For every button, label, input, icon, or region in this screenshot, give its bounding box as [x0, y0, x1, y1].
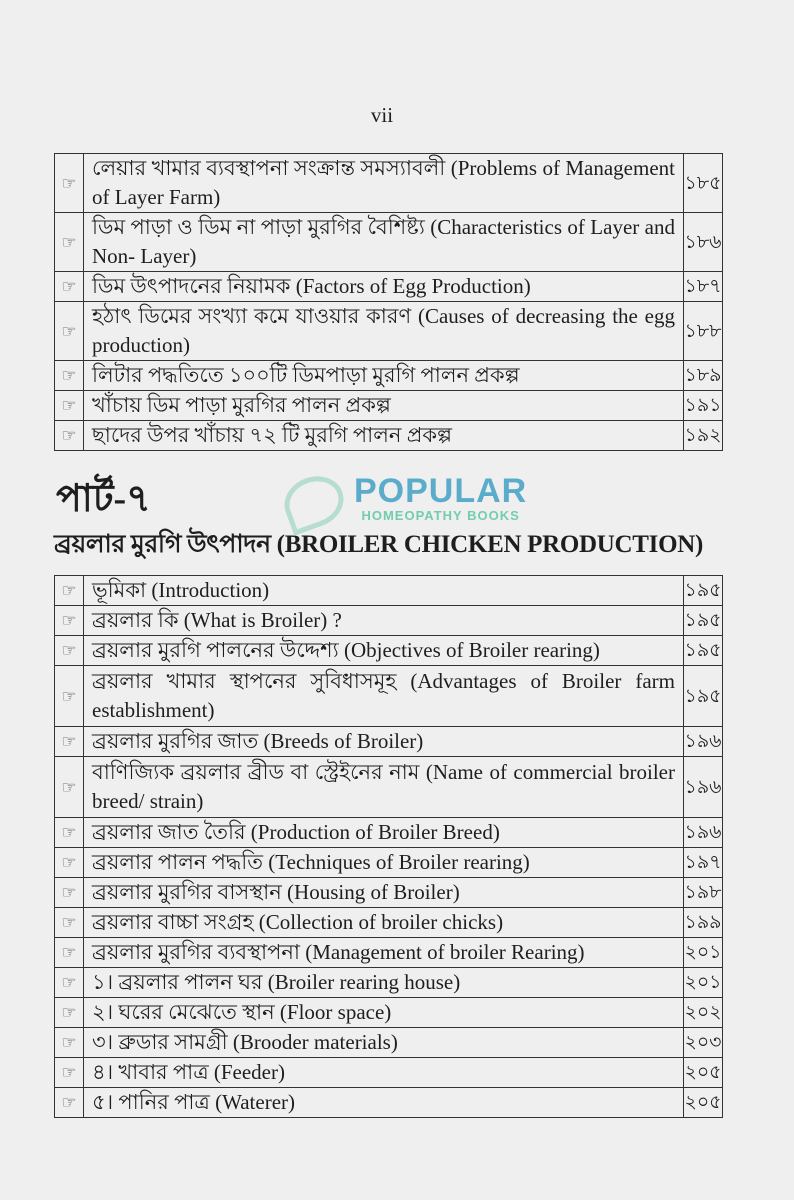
- toc-entry-title: ২। ঘরের মেঝেতে স্থান (Floor space): [84, 998, 684, 1028]
- toc-row: [55, 272, 723, 302]
- toc-row: [55, 968, 723, 998]
- toc-entry-page: ১৯২: [684, 421, 723, 451]
- watermark-title: POPULAR: [354, 472, 528, 510]
- toc-entry-title: লিটার পদ্ধতিতে ১০০টি ডিমপাড়া মুরগি পালন প্রকল্প: [84, 361, 684, 391]
- toc-entry-page: ১৮৯: [684, 361, 723, 391]
- toc-row: [55, 908, 723, 938]
- pointing-hand-icon: ☞: [55, 998, 84, 1028]
- toc-entry-page: ১৮৫: [684, 154, 723, 213]
- toc-entry-page: ১৯৭: [684, 848, 723, 878]
- watermark-leaf-icon: [277, 468, 350, 536]
- toc-row: [55, 848, 723, 878]
- toc-row: [55, 391, 723, 421]
- toc-entry-title: লেয়ার খামার ব্যবস্থাপনা সংক্রান্ত সমস্যাবলী (Problems of Management of Layer Farm): [84, 154, 684, 213]
- pointing-hand-icon: ☞: [55, 391, 84, 421]
- pointing-hand-icon: ☞: [55, 1028, 84, 1058]
- toc-entry-title: ব্রয়লার মুরগির বাসস্থান (Housing of Broiler): [84, 878, 684, 908]
- watermark: [354, 473, 527, 523]
- toc-entry-title: ৫। পানির পাত্র (Waterer): [84, 1088, 684, 1118]
- toc-table-layer: [54, 153, 723, 451]
- pointing-hand-icon: ☞: [55, 938, 84, 968]
- page-number: vii: [370, 103, 394, 127]
- toc-entry-title: হঠাৎ ডিমের সংখ্যা কমে যাওয়ার কারণ (Causes of decreasing the egg production): [84, 302, 684, 361]
- toc-row: [55, 818, 723, 848]
- toc-row: [55, 421, 723, 451]
- pointing-hand-icon: ☞: [55, 1088, 84, 1118]
- toc-row: [55, 727, 723, 757]
- toc-entry-page: ১৯৬: [684, 727, 723, 757]
- pointing-hand-icon: ☞: [55, 576, 84, 606]
- toc-row: [55, 302, 723, 361]
- toc-entry-page: ১৮৭: [684, 272, 723, 302]
- toc-entry-title: ব্রয়লার মুরগি পালনের উদ্দেশ্য (Objectives of Broiler rearing): [84, 636, 684, 666]
- toc-row: [55, 361, 723, 391]
- toc-entry-title: ১। ব্রয়লার পালন ঘর (Broiler rearing house): [84, 968, 684, 998]
- pointing-hand-icon: ☞: [55, 272, 84, 302]
- toc-entry-title: ব্রয়লার জাত তৈরি (Production of Broiler Breed): [84, 818, 684, 848]
- toc-entry-page: ২০২: [684, 998, 723, 1028]
- toc-row: [55, 213, 723, 272]
- toc-entry-page: ১৯৫: [684, 576, 723, 606]
- toc-entry-title: ব্রয়লার কি (What is Broiler) ?: [84, 606, 684, 636]
- toc-entry-page: ১৯১: [684, 391, 723, 421]
- toc-entry-page: ১৯৮: [684, 878, 723, 908]
- toc-entry-page: ২০৫: [684, 1058, 723, 1088]
- pointing-hand-icon: ☞: [55, 1058, 84, 1088]
- toc-row: [55, 576, 723, 606]
- pointing-hand-icon: ☞: [55, 361, 84, 391]
- part-heading: পার্ট-৭: [56, 478, 151, 520]
- toc-row: [55, 1028, 723, 1058]
- toc-entry-page: ১৯৯: [684, 908, 723, 938]
- toc-entry-page: ২০৩: [684, 1028, 723, 1058]
- toc-row: [55, 154, 723, 213]
- pointing-hand-icon: ☞: [55, 421, 84, 451]
- toc-row: [55, 606, 723, 636]
- pointing-hand-icon: ☞: [55, 213, 84, 272]
- toc-entry-title: ভূমিকা (Introduction): [84, 576, 684, 606]
- toc-entry-title: ব্রয়লার মুরগির জাত (Breeds of Broiler): [84, 727, 684, 757]
- pointing-hand-icon: ☞: [55, 727, 84, 757]
- toc-table-broiler: [54, 575, 723, 1118]
- toc-entry-page: ১৯৫: [684, 666, 723, 727]
- toc-entry-page: ১৮৬: [684, 213, 723, 272]
- toc-entry-page: ২০১: [684, 938, 723, 968]
- toc-entry-page: ১৯৬: [684, 757, 723, 818]
- pointing-hand-icon: ☞: [55, 757, 84, 818]
- toc-row: [55, 1058, 723, 1088]
- pointing-hand-icon: ☞: [55, 666, 84, 727]
- toc-entry-title: ব্রয়লার মুরগির ব্যবস্থাপনা (Management of broiler Rearing): [84, 938, 684, 968]
- pointing-hand-icon: ☞: [55, 848, 84, 878]
- toc-entry-title: ডিম পাড়া ও ডিম না পাড়া মুরগির বৈশিষ্ট্য (Characteristics of Layer and Non- Layer): [84, 213, 684, 272]
- toc-entry-title: ৪। খাবার পাত্র (Feeder): [84, 1058, 684, 1088]
- toc-entry-title: ছাদের উপর খাঁচায় ৭২ টি মুরগি পালন প্রকল্প: [84, 421, 684, 451]
- pointing-hand-icon: ☞: [55, 636, 84, 666]
- toc-entry-page: ১৮৮: [684, 302, 723, 361]
- toc-entry-title: খাঁচায় ডিম পাড়া মুরগির পালন প্রকল্প: [84, 391, 684, 421]
- toc-entry-title: বাণিজ্যিক ব্রয়লার ব্রীড বা স্ট্রেইনের নাম (Name of commercial broiler breed/ strain): [84, 757, 684, 818]
- toc-row: [55, 666, 723, 727]
- watermark-subtitle: HOMEOPATHY BOOKS: [361, 508, 520, 523]
- part-heading-row: [54, 472, 723, 525]
- pointing-hand-icon: ☞: [55, 154, 84, 213]
- toc-entry-page: ২০১: [684, 968, 723, 998]
- toc-entry-title: ডিম উৎপাদনের নিয়ামক (Factors of Egg Production): [84, 272, 684, 302]
- toc-entry-title: ব্রয়লার খামার স্থাপনের সুবিধাসমূহ (Advantages of Broiler farm establishment): [84, 666, 684, 727]
- pointing-hand-icon: ☞: [55, 606, 84, 636]
- toc-row: [55, 757, 723, 818]
- part-subtitle: ব্রয়লার মুরগি উৎপাদন (BROILER CHICKEN PRODUCTION): [54, 531, 704, 558]
- pointing-hand-icon: ☞: [55, 302, 84, 361]
- toc-entry-title: ব্রয়লার পালন পদ্ধতি (Techniques of Broiler rearing): [84, 848, 684, 878]
- toc-entry-title: ৩। ব্রুডার সামগ্রী (Brooder materials): [84, 1028, 684, 1058]
- toc-entry-title: ব্রয়লার বাচ্চা সংগ্রহ (Collection of broiler chicks): [84, 908, 684, 938]
- pointing-hand-icon: ☞: [55, 878, 84, 908]
- toc-entry-page: ১৯৫: [684, 636, 723, 666]
- toc-row: [55, 878, 723, 908]
- toc-entry-page: ১৯৫: [684, 606, 723, 636]
- toc-row: [55, 938, 723, 968]
- toc-entry-page: ১৯৬: [684, 818, 723, 848]
- toc-row: [55, 636, 723, 666]
- pointing-hand-icon: ☞: [55, 818, 84, 848]
- pointing-hand-icon: ☞: [55, 908, 84, 938]
- toc-row: [55, 998, 723, 1028]
- toc-row: [55, 1088, 723, 1118]
- toc-entry-page: ২০৫: [684, 1088, 723, 1118]
- pointing-hand-icon: ☞: [55, 968, 84, 998]
